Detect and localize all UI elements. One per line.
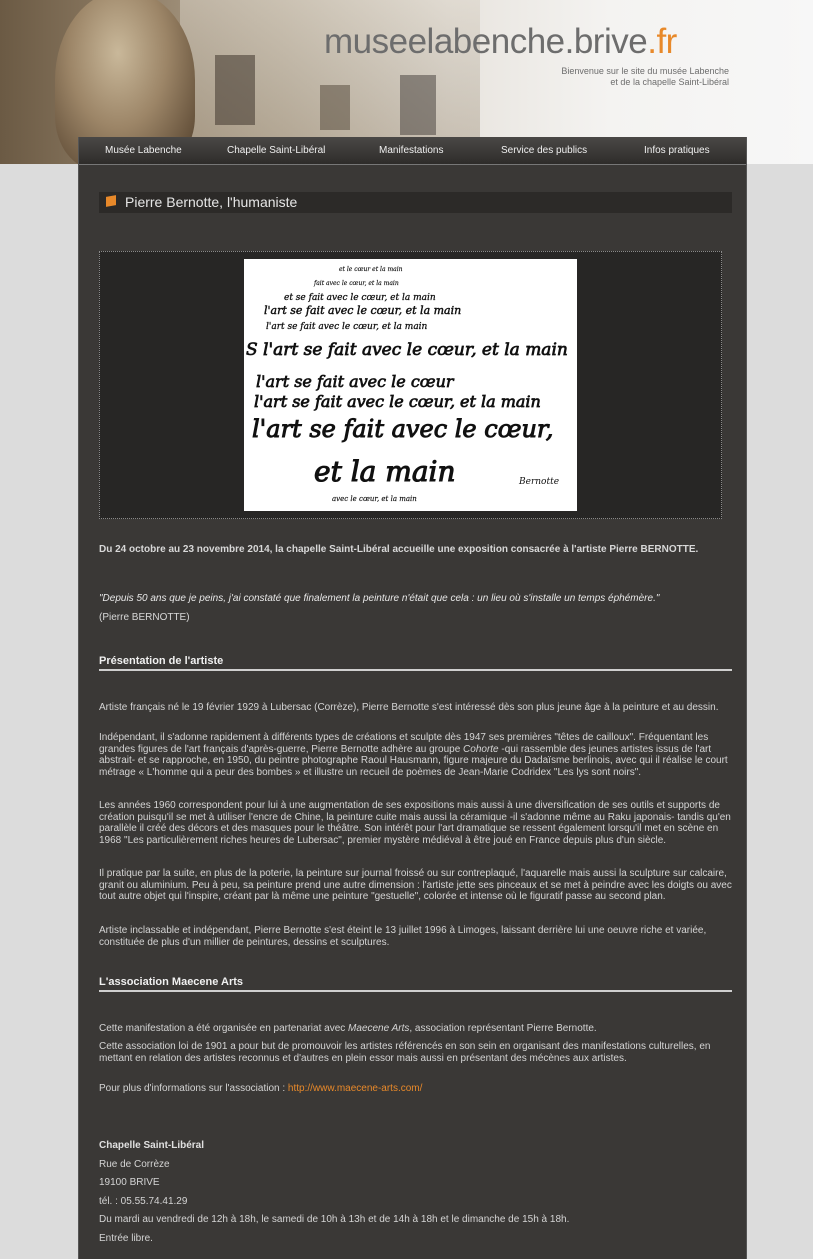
entry-info: Entrée libre. bbox=[99, 1233, 153, 1244]
opening-hours: Du mardi au vendredi de 12h à 18h, le samedi de 10h à 13h et de 14h à 18h et le dimanche de 15h à 18h. bbox=[99, 1214, 570, 1225]
artwork-handwriting-line: avec le cœur, et la main bbox=[332, 495, 417, 503]
paragraph: Artiste inclassable et indépendant, Pierre Bernotte s'est éteint le 13 juillet 1996 à Limoges, laissant derrière lui une oeuvre riche et variée, constituée de plus d'un millier de peintures, dessins et sculptures. bbox=[99, 925, 707, 948]
tagline-line-1: Bienvenue sur le site du musée Labenche bbox=[561, 66, 729, 76]
paragraph: Artiste français né le 19 février 1929 à Lubersac (Corrèze), Pierre Bernotte s'est intéressé dès son plus jeune âge à la peinture et au dessin. bbox=[99, 702, 719, 713]
main-navigation bbox=[79, 137, 746, 165]
page-title-bar bbox=[99, 192, 732, 213]
tagline-line-2: et de la chapelle Saint-Libéral bbox=[610, 77, 729, 87]
artwork-handwriting-line: et la main bbox=[314, 455, 456, 488]
maecene-arts-link[interactable]: http://www.maecene-arts.com/ bbox=[287, 1083, 423, 1094]
paragraph: Les années 1960 correspondent pour lui à une augmentation de ses expositions mais aussi à une diversification de ses outils et supports de création puisqu'il se met à utiliser l'encre de Chine, la peinture cuite mais aussi la céramique -il s'adonne même au Raku japonais- tandis qu'en parallèle il créé des décors et des masques pour le théâtre. Son intérêt pour l'art dramatique se ressent également lorsqu'il met en scène en 1968 "Les particulièrement riches heures de Lubersac", premier mystère médiéval à être joué en France depuis plus d'un siècle. bbox=[99, 800, 731, 846]
artist-quote: "Depuis 50 ans que je peins, j'ai constaté que finalement la peinture n'était que cela : un lieu où s'installe un temps éphémère." bbox=[99, 593, 660, 604]
paragraph: Cette association loi de 1901 a pour but de promouvoir les artistes référencés en son sein en organisant des manifestations culturelles, en mettant en relation des artistes reconnus et d'autres en plein essor mais aussi en présentant des mécènes aux artistes. bbox=[99, 1041, 711, 1064]
display-case bbox=[215, 55, 255, 125]
display-case bbox=[320, 85, 350, 130]
artwork-handwriting-line: l'art se fait avec le cœur, et la main bbox=[264, 304, 462, 317]
address-name: Chapelle Saint-Libéral bbox=[99, 1140, 205, 1151]
nav-item-service-des-publics[interactable]: Service des publics bbox=[501, 145, 588, 156]
orange-square-icon bbox=[106, 195, 116, 207]
section-title-presentation: Présentation de l'artiste bbox=[99, 655, 732, 671]
site-tagline bbox=[561, 66, 729, 88]
paragraph: Cette manifestation a été organisée en partenariat avec Maecene Arts, association représentant Pierre Bernotte. bbox=[99, 1023, 597, 1034]
site-title[interactable]: museelabenche.brive.fr bbox=[324, 22, 677, 61]
artwork-handwritten-image bbox=[244, 259, 577, 511]
nav-item-infos-pratiques[interactable]: Infos pratiques bbox=[644, 145, 710, 156]
artwork-handwriting-line: S l'art se fait avec le cœur, et la main bbox=[246, 340, 568, 360]
artwork-image-frame bbox=[99, 251, 722, 519]
exhibition-intro: Du 24 octobre au 23 novembre 2014, la chapelle Saint-Libéral accueille une exposition consacrée à l'artiste Pierre BERNOTTE. bbox=[99, 544, 699, 555]
nav-item-chapelle-saint-liberal[interactable]: Chapelle Saint-Libéral bbox=[227, 145, 326, 156]
section-title-association: L'association Maecene Arts bbox=[99, 976, 732, 992]
artwork-handwriting-line: l'art se fait avec le cœur, bbox=[252, 415, 554, 443]
artwork-handwriting-line: l'art se fait avec le cœur, et la main bbox=[254, 392, 541, 411]
paragraph: Pour plus d'informations sur l'association : http://www.maecene-arts.com/ bbox=[99, 1083, 423, 1094]
address-street: Rue de Corrèze bbox=[99, 1159, 170, 1170]
artwork-handwriting-line: et se fait avec le cœur, et la main bbox=[284, 293, 436, 303]
address-city: 19100 BRIVE bbox=[99, 1177, 160, 1188]
paragraph: Indépendant, il s'adonne rapidement à différents types de créations et sculpte dès 1947 ses premières "têtes de cailloux". Fréquentant les grandes figures de l'art français d'après-guerre, Pierre Bernotte adhère au groupe Cohorte -qui rassemble des jeunes artistes issus de l'art abstrait- et se rapproche, en 1950, du peintre photographe Raoul Hausmann, figure majeure du Dadaïsme berlinois, avec qui il réalise le court métrage « L'homme qui a peur des bombes » et illustre un recueil de poèmes de Jean-Marie Codridex "Les lys sont noirs". bbox=[99, 732, 728, 778]
paragraph: Il pratique par la suite, en plus de la poterie, la peinture sur journal froissé ou sur contreplaqué, l'aquarelle mais aussi la sculpture sur calcaire, granit ou aluminium. Peu à peu, sa peinture prend une autre dimension : l'artiste jette ses pinceaux et se met à peindre avec les doigts ou avec tout autre objet qui l'inspire, créant par là même une peinture "gestuelle", colorée et intense où le figuratif passe au second plan. bbox=[99, 868, 732, 902]
artwork-handwriting-line: et le cœur et la main bbox=[339, 266, 403, 273]
nav-item-manifestations[interactable]: Manifestations bbox=[379, 145, 444, 156]
artwork-handwriting-line: l'art se fait avec le cœur bbox=[256, 372, 454, 391]
page-container bbox=[78, 137, 747, 1259]
quote-author: (Pierre BERNOTTE) bbox=[99, 612, 190, 623]
display-case bbox=[400, 75, 436, 135]
artwork-signature: Bernotte bbox=[519, 477, 560, 487]
page-title: Pierre Bernotte, l'humaniste bbox=[125, 194, 298, 210]
nav-item-musee-labenche[interactable]: Musée Labenche bbox=[105, 145, 182, 156]
artwork-handwriting-line: l'art se fait avec le cœur, et la main bbox=[266, 322, 428, 332]
artwork-handwriting-line: fait avec le cœur, et la main bbox=[314, 280, 399, 287]
address-phone: tél. : 05.55.74.41.29 bbox=[99, 1196, 188, 1207]
